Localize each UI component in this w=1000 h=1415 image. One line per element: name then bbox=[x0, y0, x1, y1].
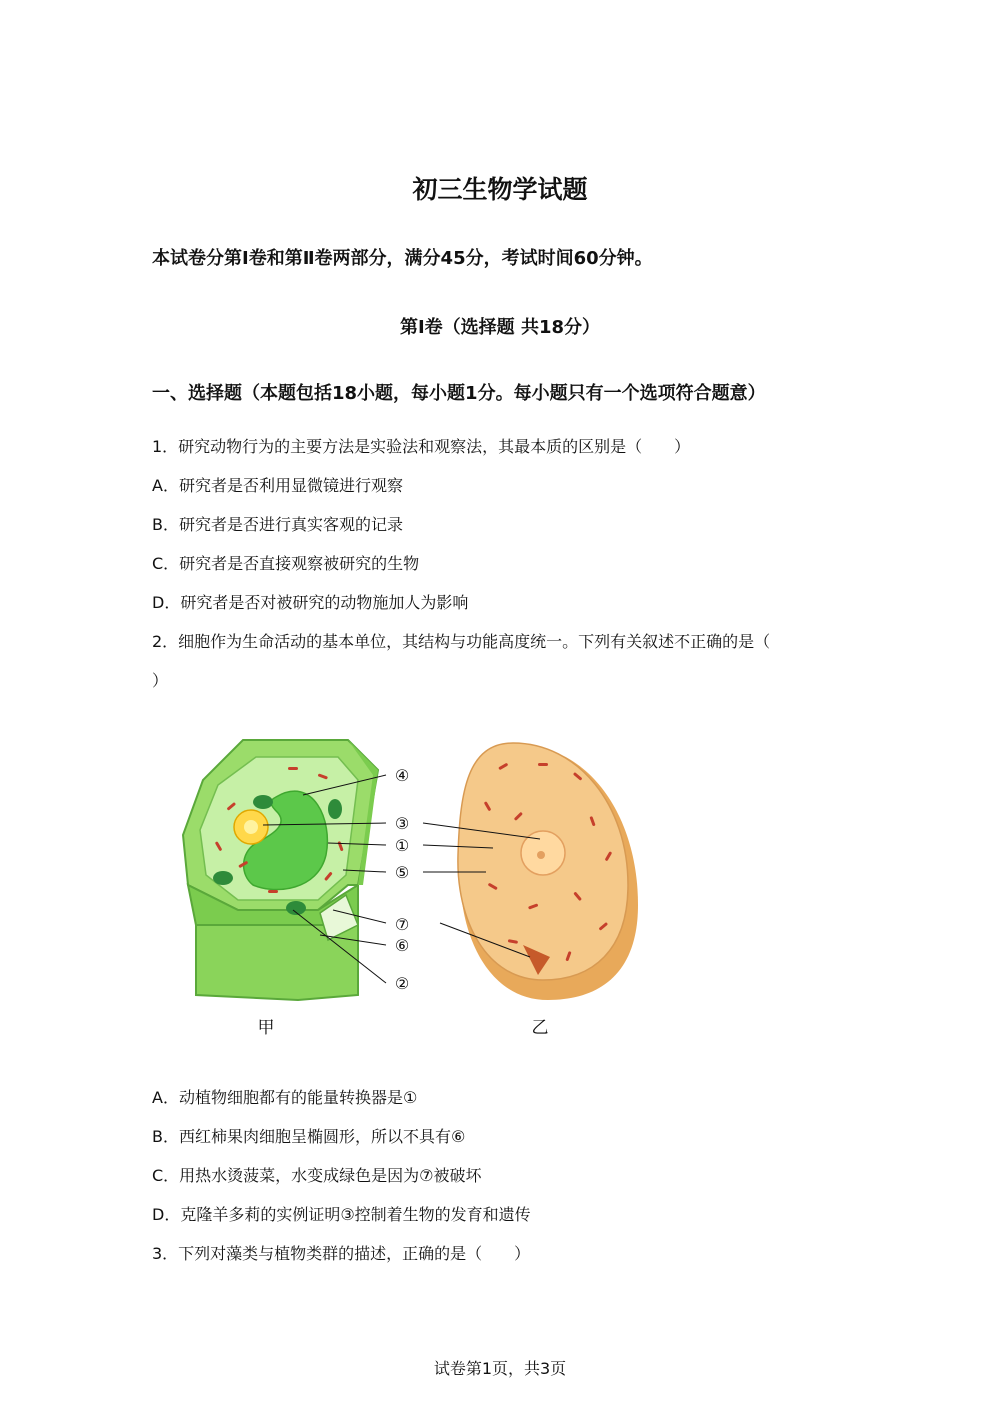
page-title: 初三生物学试题 bbox=[412, 175, 588, 204]
question-2-option-b: B．西红柿果肉细胞呈椭圆形，所以不具有⑥ bbox=[152, 1127, 466, 1146]
label-4: ④ bbox=[394, 766, 410, 785]
question-1-option-c: C．研究者是否直接观察被研究的生物 bbox=[152, 554, 420, 573]
label-1: ① bbox=[394, 836, 410, 855]
question-3-stem: 3．下列对藻类与植物类群的描述，正确的是（ ） bbox=[152, 1244, 531, 1263]
question-2-stem-line2: ） bbox=[152, 671, 169, 690]
label-6: ⑥ bbox=[394, 936, 410, 955]
label-7: ⑦ bbox=[394, 915, 410, 934]
question-1-option-d: D．研究者是否对被研究的动物施加人为影响 bbox=[152, 593, 469, 612]
section-heading: 一、选择题（本题包括18小题，每小题1分。每小题只有一个选项符合题意） bbox=[152, 383, 766, 404]
question-1-option-a: A．研究者是否利用显微镜进行观察 bbox=[152, 476, 403, 495]
page-footer: 试卷第1页，共3页 bbox=[433, 1359, 567, 1378]
part-heading: 第Ⅰ卷（选择题 共18分） bbox=[399, 317, 600, 338]
label-2: ② bbox=[394, 974, 410, 993]
caption-animal: 乙 bbox=[531, 1018, 549, 1038]
cell-diagram bbox=[168, 735, 648, 1045]
question-2-option-c: C．用热水烫菠菜，水变成绿色是因为⑦被破坏 bbox=[152, 1166, 482, 1185]
label-5: ⑤ bbox=[394, 863, 410, 882]
label-3: ③ bbox=[394, 814, 410, 833]
caption-plant: 甲 bbox=[257, 1018, 275, 1038]
question-1-option-b: B．研究者是否进行真实客观的记录 bbox=[152, 515, 403, 534]
question-2-option-d: D．克隆羊多莉的实例证明③控制着生物的发育和遗传 bbox=[152, 1205, 531, 1224]
question-1-stem: 1．研究动物行为的主要方法是实验法和观察法，其最本质的区别是（ ） bbox=[152, 437, 691, 456]
exam-intro: 本试卷分第Ⅰ卷和第Ⅱ卷两部分，满分45分，考试时间60分钟。 bbox=[152, 248, 653, 269]
question-2-option-a: A．动植物细胞都有的能量转换器是① bbox=[152, 1088, 418, 1107]
question-2-stem-line1: 2．细胞作为生命活动的基本单位，其结构与功能高度统一。下列有关叙述不正确的是（ bbox=[152, 632, 771, 651]
